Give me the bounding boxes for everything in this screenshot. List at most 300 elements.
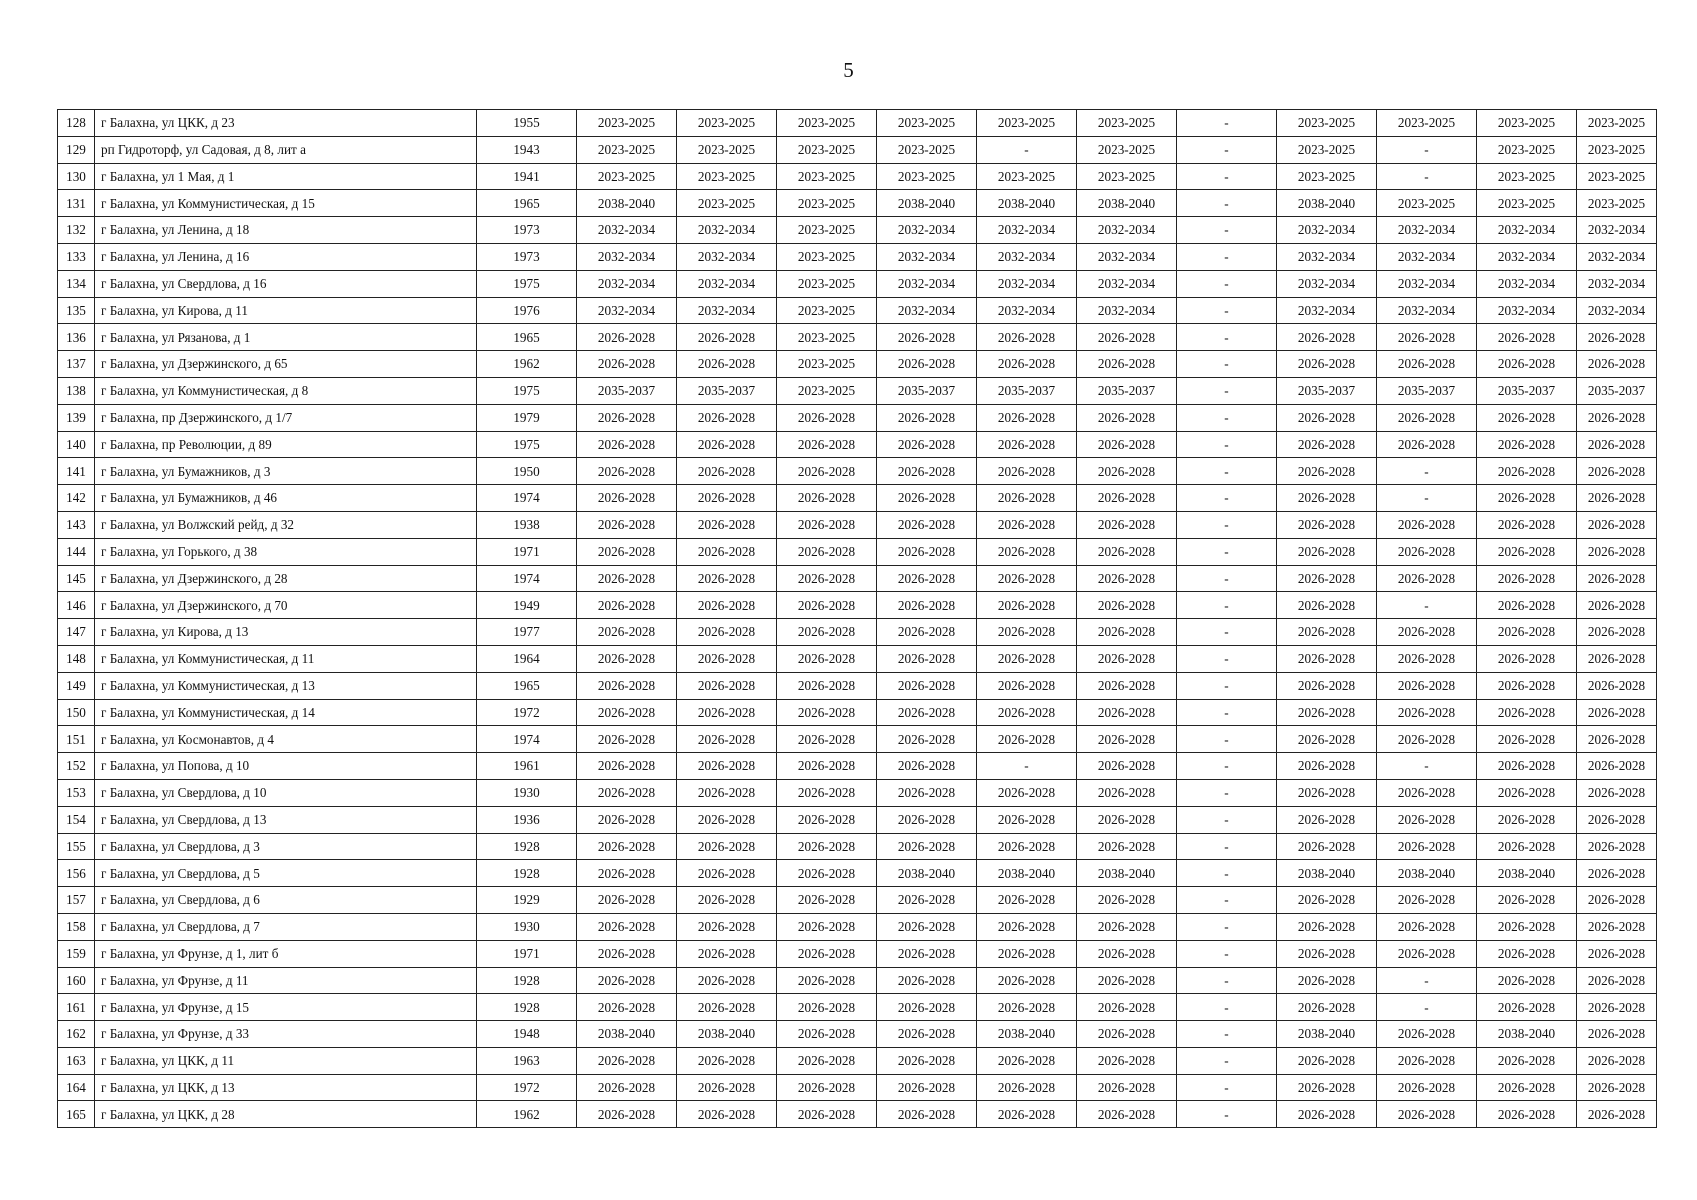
year-cell: 1943: [477, 136, 577, 163]
period-cell: -: [1177, 297, 1277, 324]
period-cell: 2023-2025: [1577, 163, 1657, 190]
period-cell: 2023-2025: [1477, 190, 1577, 217]
period-cell: 2026-2028: [1377, 1101, 1477, 1128]
year-cell: 1977: [477, 619, 577, 646]
period-cell: 2023-2025: [1577, 190, 1657, 217]
period-cell: 2026-2028: [677, 1047, 777, 1074]
period-cell: 2026-2028: [877, 619, 977, 646]
period-cell: 2026-2028: [1077, 324, 1177, 351]
period-cell: 2026-2028: [577, 619, 677, 646]
period-cell: 2026-2028: [877, 779, 977, 806]
period-cell: 2026-2028: [1377, 511, 1477, 538]
period-cell: 2038-2040: [677, 1021, 777, 1048]
period-cell: 2026-2028: [1377, 833, 1477, 860]
period-cell: 2038-2040: [1277, 1021, 1377, 1048]
period-cell: 2038-2040: [577, 190, 677, 217]
period-cell: 2026-2028: [777, 672, 877, 699]
table-row: [58, 163, 1657, 190]
period-cell: 2026-2028: [1077, 699, 1177, 726]
period-cell: 2038-2040: [977, 860, 1077, 887]
period-cell: 2032-2034: [1377, 243, 1477, 270]
period-cell: 2026-2028: [777, 511, 877, 538]
period-cell: 2026-2028: [1477, 940, 1577, 967]
table-row: [58, 297, 1657, 324]
period-cell: 2026-2028: [877, 351, 977, 378]
row-number-cell: 130: [58, 163, 95, 190]
row-number-cell: 158: [58, 913, 95, 940]
period-cell: 2032-2034: [977, 270, 1077, 297]
period-cell: 2026-2028: [577, 860, 677, 887]
period-cell: 2023-2025: [1477, 136, 1577, 163]
row-number-cell: 157: [58, 887, 95, 914]
period-cell: 2026-2028: [1477, 753, 1577, 780]
period-cell: 2023-2025: [777, 270, 877, 297]
address-cell: г Балахна, ул Фрунзе, д 15: [95, 994, 477, 1021]
row-number-cell: 142: [58, 485, 95, 512]
period-cell: 2026-2028: [1477, 565, 1577, 592]
period-cell: 2026-2028: [677, 645, 777, 672]
period-cell: 2026-2028: [977, 940, 1077, 967]
period-cell: 2032-2034: [577, 217, 677, 244]
address-cell: г Балахна, ул Космонавтов, д 4: [95, 726, 477, 753]
period-cell: 2026-2028: [977, 431, 1077, 458]
period-cell: 2026-2028: [1377, 538, 1477, 565]
year-cell: 1972: [477, 699, 577, 726]
period-cell: -: [1177, 270, 1277, 297]
period-cell: 2026-2028: [777, 833, 877, 860]
period-cell: 2026-2028: [677, 994, 777, 1021]
row-number-cell: 143: [58, 511, 95, 538]
year-cell: 1928: [477, 833, 577, 860]
period-cell: 2026-2028: [777, 404, 877, 431]
period-cell: 2026-2028: [577, 833, 677, 860]
year-cell: 1961: [477, 753, 577, 780]
period-cell: 2026-2028: [577, 1047, 677, 1074]
period-cell: 2026-2028: [1577, 404, 1657, 431]
period-cell: 2026-2028: [1577, 994, 1657, 1021]
period-cell: 2026-2028: [877, 1101, 977, 1128]
table-row: [58, 458, 1657, 485]
period-cell: 2026-2028: [1377, 672, 1477, 699]
period-cell: 2038-2040: [1377, 860, 1477, 887]
period-cell: 2032-2034: [1577, 270, 1657, 297]
table-row: [58, 806, 1657, 833]
address-cell: г Балахна, ул Бумажников, д 3: [95, 458, 477, 485]
row-number-cell: 135: [58, 297, 95, 324]
period-cell: 2026-2028: [1277, 967, 1377, 994]
year-cell: 1950: [477, 458, 577, 485]
period-cell: 2026-2028: [877, 431, 977, 458]
address-cell: г Балахна, ул Горького, д 38: [95, 538, 477, 565]
table-row: [58, 377, 1657, 404]
row-number-cell: 131: [58, 190, 95, 217]
period-cell: -: [1177, 217, 1277, 244]
period-cell: 2032-2034: [1477, 217, 1577, 244]
period-cell: 2026-2028: [1277, 619, 1377, 646]
year-cell: 1928: [477, 860, 577, 887]
row-number-cell: 137: [58, 351, 95, 378]
period-cell: 2026-2028: [877, 511, 977, 538]
period-cell: 2023-2025: [877, 110, 977, 137]
period-cell: 2038-2040: [877, 860, 977, 887]
period-cell: 2026-2028: [1077, 565, 1177, 592]
period-cell: 2026-2028: [577, 779, 677, 806]
period-cell: 2023-2025: [577, 136, 677, 163]
row-number-cell: 132: [58, 217, 95, 244]
period-cell: 2026-2028: [877, 806, 977, 833]
period-cell: 2026-2028: [877, 565, 977, 592]
period-cell: 2032-2034: [1577, 243, 1657, 270]
year-cell: 1965: [477, 190, 577, 217]
year-cell: 1971: [477, 940, 577, 967]
period-cell: 2026-2028: [1077, 833, 1177, 860]
period-cell: 2026-2028: [1277, 833, 1377, 860]
period-cell: 2032-2034: [1377, 297, 1477, 324]
period-cell: 2026-2028: [1477, 887, 1577, 914]
year-cell: 1979: [477, 404, 577, 431]
year-cell: 1948: [477, 1021, 577, 1048]
year-cell: 1949: [477, 592, 577, 619]
period-cell: 2026-2028: [777, 1047, 877, 1074]
table-row: [58, 431, 1657, 458]
period-cell: 2026-2028: [677, 619, 777, 646]
period-cell: 2032-2034: [977, 243, 1077, 270]
address-cell: г Балахна, ул Бумажников, д 46: [95, 485, 477, 512]
period-cell: -: [1177, 1021, 1277, 1048]
period-cell: 2026-2028: [1577, 592, 1657, 619]
period-cell: 2026-2028: [677, 672, 777, 699]
period-cell: 2026-2028: [1477, 726, 1577, 753]
period-cell: 2026-2028: [877, 592, 977, 619]
period-cell: 2026-2028: [777, 806, 877, 833]
period-cell: 2026-2028: [1277, 351, 1377, 378]
period-cell: 2026-2028: [977, 485, 1077, 512]
address-cell: г Балахна, ул Фрунзе, д 11: [95, 967, 477, 994]
row-number-cell: 139: [58, 404, 95, 431]
period-cell: 2026-2028: [577, 940, 677, 967]
period-cell: 2026-2028: [977, 538, 1077, 565]
period-cell: 2026-2028: [1577, 538, 1657, 565]
period-cell: 2026-2028: [1277, 806, 1377, 833]
period-cell: 2023-2025: [1377, 110, 1477, 137]
row-number-cell: 163: [58, 1047, 95, 1074]
period-cell: 2026-2028: [1577, 967, 1657, 994]
year-cell: 1941: [477, 163, 577, 190]
period-cell: 2026-2028: [1277, 672, 1377, 699]
period-cell: 2026-2028: [777, 967, 877, 994]
address-cell: г Балахна, пр Революции, д 89: [95, 431, 477, 458]
year-cell: 1936: [477, 806, 577, 833]
year-cell: 1974: [477, 485, 577, 512]
period-cell: 2026-2028: [677, 887, 777, 914]
period-cell: 2026-2028: [677, 1074, 777, 1101]
period-cell: 2032-2034: [1377, 217, 1477, 244]
period-cell: 2035-2037: [877, 377, 977, 404]
table-row: [58, 592, 1657, 619]
period-cell: -: [1177, 753, 1277, 780]
period-cell: 2026-2028: [1277, 645, 1377, 672]
period-cell: 2026-2028: [577, 806, 677, 833]
table-row: [58, 270, 1657, 297]
row-number-cell: 155: [58, 833, 95, 860]
period-cell: 2038-2040: [1477, 1021, 1577, 1048]
period-cell: 2035-2037: [1077, 377, 1177, 404]
period-cell: 2023-2025: [1277, 163, 1377, 190]
period-cell: 2023-2025: [677, 136, 777, 163]
period-cell: 2026-2028: [877, 940, 977, 967]
period-cell: 2026-2028: [1477, 913, 1577, 940]
period-cell: 2026-2028: [1277, 994, 1377, 1021]
period-cell: 2026-2028: [877, 967, 977, 994]
period-cell: -: [1177, 511, 1277, 538]
period-cell: 2026-2028: [1077, 1101, 1177, 1128]
address-cell: г Балахна, ул 1 Мая, д 1: [95, 163, 477, 190]
register-table: [57, 109, 1657, 1128]
period-cell: 2026-2028: [1377, 806, 1477, 833]
row-number-cell: 138: [58, 377, 95, 404]
address-cell: г Балахна, ул Фрунзе, д 1, лит б: [95, 940, 477, 967]
period-cell: -: [1177, 994, 1277, 1021]
row-number-cell: 128: [58, 110, 95, 137]
period-cell: 2026-2028: [1077, 753, 1177, 780]
period-cell: 2026-2028: [1577, 565, 1657, 592]
year-cell: 1975: [477, 270, 577, 297]
period-cell: 2026-2028: [577, 913, 677, 940]
period-cell: 2026-2028: [777, 458, 877, 485]
year-cell: 1938: [477, 511, 577, 538]
period-cell: 2026-2028: [1077, 913, 1177, 940]
period-cell: 2026-2028: [977, 1101, 1077, 1128]
table-row: [58, 672, 1657, 699]
period-cell: 2026-2028: [877, 538, 977, 565]
period-cell: 2023-2025: [1477, 163, 1577, 190]
address-cell: г Балахна, ул Ленина, д 18: [95, 217, 477, 244]
period-cell: 2026-2028: [1477, 538, 1577, 565]
period-cell: 2026-2028: [977, 726, 1077, 753]
year-cell: 1965: [477, 324, 577, 351]
period-cell: 2023-2025: [777, 163, 877, 190]
table-row: [58, 1074, 1657, 1101]
table-row: [58, 243, 1657, 270]
period-cell: 2026-2028: [577, 1101, 677, 1128]
period-cell: 2026-2028: [1577, 485, 1657, 512]
period-cell: 2026-2028: [1477, 645, 1577, 672]
period-cell: -: [1177, 699, 1277, 726]
period-cell: 2026-2028: [877, 994, 977, 1021]
period-cell: 2026-2028: [577, 967, 677, 994]
year-cell: 1928: [477, 994, 577, 1021]
table-row: [58, 833, 1657, 860]
period-cell: 2026-2028: [1577, 806, 1657, 833]
period-cell: 2026-2028: [777, 431, 877, 458]
period-cell: 2026-2028: [1477, 511, 1577, 538]
period-cell: 2026-2028: [777, 1101, 877, 1128]
period-cell: 2026-2028: [1277, 538, 1377, 565]
period-cell: -: [1177, 833, 1277, 860]
year-cell: 1962: [477, 1101, 577, 1128]
address-cell: г Балахна, ул ЦКК, д 23: [95, 110, 477, 137]
period-cell: 2026-2028: [877, 458, 977, 485]
year-cell: 1964: [477, 645, 577, 672]
period-cell: 2038-2040: [577, 1021, 677, 1048]
period-cell: 2035-2037: [677, 377, 777, 404]
period-cell: 2032-2034: [877, 217, 977, 244]
address-cell: г Балахна, ул ЦКК, д 13: [95, 1074, 477, 1101]
period-cell: 2026-2028: [977, 351, 1077, 378]
address-cell: г Балахна, ул Свердлова, д 7: [95, 913, 477, 940]
row-number-cell: 154: [58, 806, 95, 833]
period-cell: 2026-2028: [1577, 779, 1657, 806]
year-cell: 1928: [477, 967, 577, 994]
period-cell: 2026-2028: [1477, 699, 1577, 726]
period-cell: 2026-2028: [977, 1074, 1077, 1101]
period-cell: 2032-2034: [1277, 243, 1377, 270]
period-cell: 2026-2028: [977, 592, 1077, 619]
period-cell: -: [1177, 485, 1277, 512]
period-cell: 2026-2028: [1477, 351, 1577, 378]
period-cell: 2023-2025: [677, 163, 777, 190]
period-cell: 2026-2028: [1577, 619, 1657, 646]
period-cell: 2026-2028: [1077, 645, 1177, 672]
period-cell: 2026-2028: [877, 404, 977, 431]
period-cell: 2026-2028: [877, 887, 977, 914]
period-cell: 2023-2025: [1077, 136, 1177, 163]
period-cell: 2026-2028: [677, 779, 777, 806]
period-cell: 2026-2028: [1377, 645, 1477, 672]
period-cell: 2026-2028: [777, 699, 877, 726]
year-cell: 1974: [477, 565, 577, 592]
period-cell: 2026-2028: [1077, 404, 1177, 431]
period-cell: 2026-2028: [977, 887, 1077, 914]
period-cell: 2026-2028: [977, 324, 1077, 351]
address-cell: г Балахна, ул Свердлова, д 6: [95, 887, 477, 914]
period-cell: 2023-2025: [977, 163, 1077, 190]
period-cell: 2026-2028: [1277, 404, 1377, 431]
period-cell: 2026-2028: [1577, 887, 1657, 914]
period-cell: 2023-2025: [577, 110, 677, 137]
period-cell: -: [1177, 163, 1277, 190]
period-cell: 2023-2025: [777, 297, 877, 324]
row-number-cell: 147: [58, 619, 95, 646]
period-cell: 2026-2028: [1077, 672, 1177, 699]
period-cell: 2026-2028: [877, 1074, 977, 1101]
period-cell: 2026-2028: [1477, 485, 1577, 512]
period-cell: 2026-2028: [677, 860, 777, 887]
period-cell: 2026-2028: [1477, 1074, 1577, 1101]
period-cell: 2032-2034: [1577, 217, 1657, 244]
period-cell: 2026-2028: [677, 753, 777, 780]
period-cell: 2023-2025: [777, 136, 877, 163]
period-cell: 2026-2028: [1577, 458, 1657, 485]
period-cell: 2026-2028: [1277, 511, 1377, 538]
period-cell: 2026-2028: [1077, 538, 1177, 565]
period-cell: 2023-2025: [977, 110, 1077, 137]
period-cell: 2026-2028: [1077, 1074, 1177, 1101]
period-cell: 2026-2028: [1577, 753, 1657, 780]
period-cell: 2023-2025: [777, 217, 877, 244]
period-cell: 2026-2028: [1077, 431, 1177, 458]
period-cell: 2026-2028: [577, 431, 677, 458]
year-cell: 1929: [477, 887, 577, 914]
period-cell: -: [977, 753, 1077, 780]
period-cell: 2026-2028: [1377, 913, 1477, 940]
period-cell: 2026-2028: [1377, 324, 1477, 351]
table-row: [58, 913, 1657, 940]
period-cell: 2026-2028: [1577, 833, 1657, 860]
period-cell: 2026-2028: [877, 699, 977, 726]
period-cell: 2026-2028: [1577, 726, 1657, 753]
row-number-cell: 129: [58, 136, 95, 163]
address-cell: г Балахна, ул Кирова, д 11: [95, 297, 477, 324]
row-number-cell: 152: [58, 753, 95, 780]
year-cell: 1975: [477, 431, 577, 458]
table-row: [58, 940, 1657, 967]
period-cell: 2026-2028: [577, 1074, 677, 1101]
period-cell: -: [1177, 565, 1277, 592]
period-cell: 2032-2034: [877, 243, 977, 270]
row-number-cell: 164: [58, 1074, 95, 1101]
address-cell: г Балахна, ул Дзержинского, д 70: [95, 592, 477, 619]
period-cell: 2026-2028: [1477, 994, 1577, 1021]
period-cell: -: [1177, 726, 1277, 753]
period-cell: 2026-2028: [577, 592, 677, 619]
period-cell: 2026-2028: [1577, 645, 1657, 672]
row-number-cell: 160: [58, 967, 95, 994]
period-cell: 2038-2040: [1077, 860, 1177, 887]
period-cell: 2026-2028: [1277, 458, 1377, 485]
period-cell: 2026-2028: [1377, 940, 1477, 967]
period-cell: 2026-2028: [777, 1021, 877, 1048]
period-cell: 2026-2028: [877, 672, 977, 699]
period-cell: 2026-2028: [1377, 1047, 1477, 1074]
period-cell: 2026-2028: [1277, 1101, 1377, 1128]
period-cell: 2023-2025: [877, 163, 977, 190]
address-cell: г Балахна, ул ЦКК, д 11: [95, 1047, 477, 1074]
period-cell: 2026-2028: [977, 913, 1077, 940]
period-cell: 2035-2037: [1377, 377, 1477, 404]
period-cell: 2026-2028: [777, 538, 877, 565]
period-cell: 2035-2037: [577, 377, 677, 404]
period-cell: -: [1377, 163, 1477, 190]
row-number-cell: 153: [58, 779, 95, 806]
period-cell: -: [1177, 1074, 1277, 1101]
period-cell: 2026-2028: [1377, 351, 1477, 378]
year-cell: 1972: [477, 1074, 577, 1101]
period-cell: -: [1177, 243, 1277, 270]
period-cell: 2026-2028: [1077, 967, 1177, 994]
period-cell: 2026-2028: [677, 913, 777, 940]
period-cell: 2026-2028: [1577, 1021, 1657, 1048]
period-cell: 2023-2025: [1277, 136, 1377, 163]
address-cell: г Балахна, ул Коммунистическая, д 8: [95, 377, 477, 404]
period-cell: 2032-2034: [677, 243, 777, 270]
address-cell: г Балахна, ул Попова, д 10: [95, 753, 477, 780]
period-cell: 2026-2028: [1377, 779, 1477, 806]
period-cell: 2026-2028: [1577, 351, 1657, 378]
period-cell: 2026-2028: [777, 753, 877, 780]
year-cell: 1930: [477, 779, 577, 806]
period-cell: 2026-2028: [577, 404, 677, 431]
row-number-cell: 161: [58, 994, 95, 1021]
period-cell: 2026-2028: [1477, 458, 1577, 485]
period-cell: -: [1177, 967, 1277, 994]
period-cell: 2026-2028: [677, 324, 777, 351]
table-row: [58, 538, 1657, 565]
year-cell: 1963: [477, 1047, 577, 1074]
period-cell: 2026-2028: [1377, 619, 1477, 646]
period-cell: -: [1177, 860, 1277, 887]
period-cell: 2026-2028: [1477, 672, 1577, 699]
